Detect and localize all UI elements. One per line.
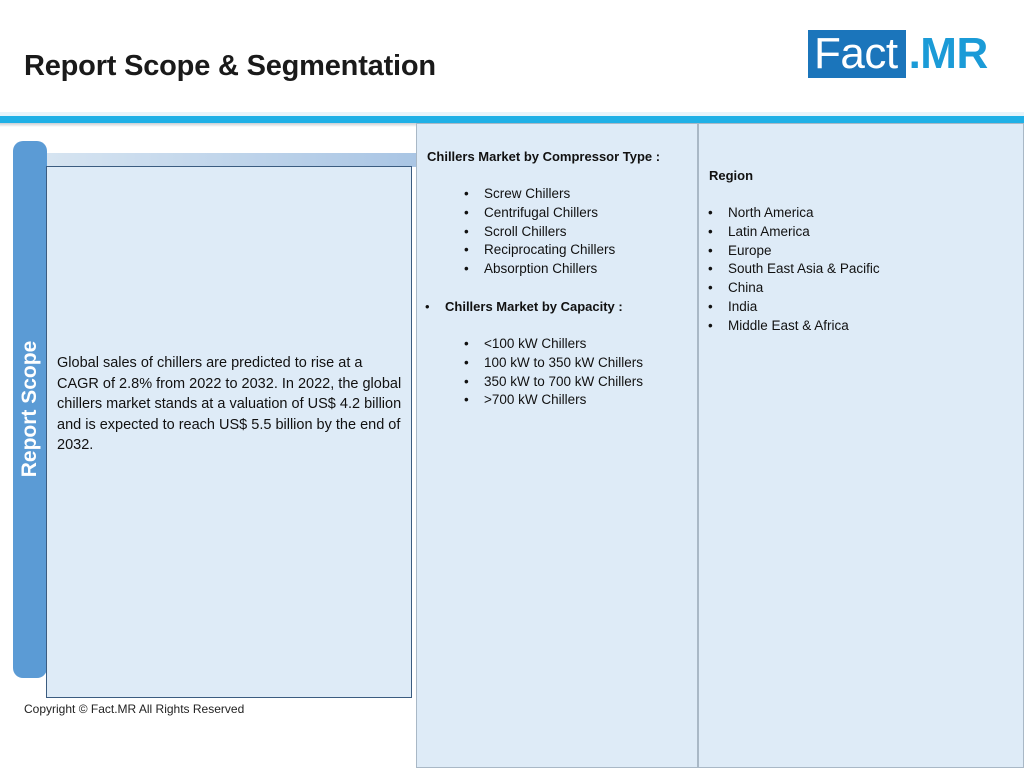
list-item: • 100 kW to 350 kW Chillers <box>464 354 643 373</box>
logo-fact-text: Fact <box>808 30 906 78</box>
report-scope-label: Report Scope <box>18 340 41 478</box>
copyright-text: Copyright © Fact.MR All Rights Reserved <box>24 702 245 716</box>
description-panel <box>46 166 412 698</box>
region-list <box>708 204 880 336</box>
capacity-heading: • Chillers Market by Capacity : <box>425 299 623 314</box>
list-item: • North America <box>708 204 880 223</box>
region-heading: Region <box>709 168 754 183</box>
header-band-shadow <box>0 123 420 127</box>
fact-mr-logo <box>808 30 988 78</box>
list-item: • 350 kW to 700 kW Chillers <box>464 373 643 392</box>
page-title: Report Scope & Segmentation <box>24 50 436 82</box>
list-item: • Europe <box>708 242 880 261</box>
panel-top-strip <box>47 153 417 167</box>
list-item: • India <box>708 298 880 317</box>
list-item: • >700 kW Chillers <box>464 391 643 410</box>
list-item: • Latin America <box>708 223 880 242</box>
list-item: • Screw Chillers <box>464 185 615 204</box>
segment-column-region <box>698 123 1024 768</box>
compressor-list <box>464 185 615 279</box>
capacity-list <box>464 335 643 410</box>
list-item: • Middle East & Africa <box>708 317 880 336</box>
segment-column-compressor-capacity <box>416 123 698 768</box>
compressor-heading: Chillers Market by Compressor Type : <box>427 149 661 164</box>
logo-mr-text: .MR <box>908 29 988 78</box>
list-item: • Scroll Chillers <box>464 223 615 242</box>
description-text: Global sales of chillers are predicted to rise at a CAGR of 2.8% from 2022 to 2032. In 2022, the global chillers market stands at a valuation of US$ 4.2 billion and is expected to reach US$ 5.5 billion by the end of 2032. <box>57 355 402 453</box>
list-item: • China <box>708 279 880 298</box>
header-band-accent <box>0 116 1024 123</box>
list-item: • Reciprocating Chillers <box>464 241 615 260</box>
list-item: • Centrifugal Chillers <box>464 204 615 223</box>
list-item: • South East Asia & Pacific <box>708 260 880 279</box>
list-item: • <100 kW Chillers <box>464 335 643 354</box>
list-item: • Absorption Chillers <box>464 260 615 279</box>
